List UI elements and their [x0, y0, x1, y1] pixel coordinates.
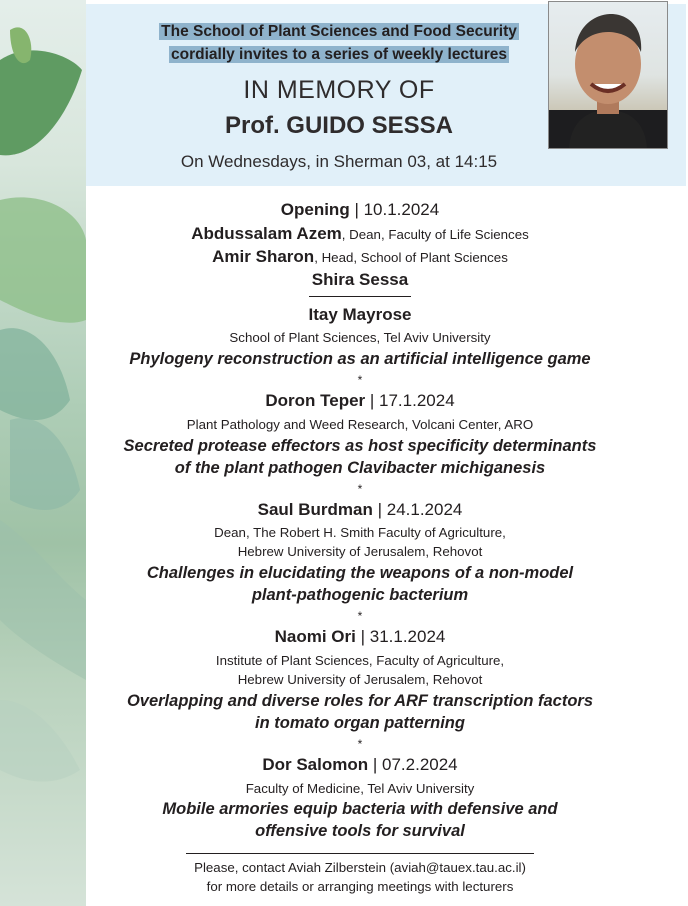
lecture-title: of the plant pathogen Clavibacter michiganesis [174, 459, 546, 477]
lecture-speaker [86, 500, 634, 520]
invitation [150, 20, 528, 66]
lecture-title: offensive tools for survival [255, 822, 465, 840]
affiliation: Plant Pathology and Weed Research, Volcani Center, ARO [186, 417, 534, 432]
divider [309, 296, 411, 297]
opening-speaker [86, 247, 634, 267]
separator: * [357, 737, 363, 751]
lecture-title: Mobile armories equip bacteria with defensive and [162, 800, 558, 818]
separator: * [357, 609, 363, 623]
lecture-date: | 07.2.2024 [368, 755, 458, 774]
leaf-background [0, 0, 86, 906]
separator: * [357, 373, 363, 387]
speaker-name: Saul Burdman [257, 500, 373, 519]
opening-speaker [86, 224, 634, 244]
lecture-title: plant-pathogenic bacterium [251, 586, 469, 604]
lecture-date: | 31.1.2024 [355, 627, 446, 646]
memory-heading: IN MEMORY OF [243, 76, 435, 104]
honoree-name: Prof. GUIDO SESSA [224, 112, 454, 139]
speaker-name: Abdussalam Azem [191, 224, 342, 243]
affiliation: Dean, The Robert H. Smith Faculty of Agriculture, [214, 525, 506, 540]
opening-date: | 10.1.2024 [354, 200, 440, 219]
separator: * [357, 482, 363, 496]
contact-line: Please, contact Aviah Zilberstein (aviah@tauex.tau.ac.il) [194, 860, 526, 875]
lecture-speaker [86, 627, 634, 647]
speaker-name: Doron Teper [265, 391, 366, 410]
lecture-title: Overlapping and diverse roles for ARF transcription factors [126, 692, 594, 710]
footer-divider [186, 853, 534, 854]
speaker-name: Amir Sharon [212, 247, 315, 266]
speaker-role: , Dean, Faculty of Life Sciences [341, 227, 529, 242]
speaker-name: Shira Sessa [311, 270, 409, 289]
lecture-date: | 24.1.2024 [372, 500, 463, 519]
lecture-title: Phylogeny reconstruction as an artificial intelligence game [129, 350, 591, 368]
invite-line-2: cordially invites to a series of weekly lectures [171, 46, 507, 63]
speaker-name: Itay Mayrose [308, 305, 412, 324]
affiliation: Institute of Plant Sciences, Faculty of Agriculture, [215, 653, 505, 668]
lecture-title: Secreted protease effectors as host specificity determinants [123, 437, 597, 455]
lecture-title: in tomato organ patterning [255, 714, 465, 732]
affiliation: Faculty of Medicine, Tel Aviv University [245, 781, 475, 796]
speaker-name: Dor Salomon [262, 755, 369, 774]
lecture-title: Challenges in elucidating the weapons of a non-model [146, 564, 574, 582]
lecture-date: | 17.1.2024 [365, 391, 455, 410]
affiliation: Hebrew University of Jerusalem, Rehovot [237, 544, 483, 559]
affiliation: Hebrew University of Jerusalem, Rehovot [237, 672, 483, 687]
invite-line-1: The School of Plant Sciences and Food Security [161, 23, 517, 40]
speaker-role: , Head, School of Plant Sciences [314, 250, 508, 265]
opening-label: Opening [280, 200, 350, 219]
speaker-name: Naomi Ori [274, 627, 356, 646]
contact-line: for more details or arranging meetings with lecturers [206, 879, 514, 894]
opening-speaker [86, 270, 634, 290]
lecture-speaker [86, 755, 634, 775]
affiliation: School of Plant Sciences, Tel Aviv University [229, 330, 491, 345]
schedule-line: On Wednesdays, in Sherman 03, at 14:15 [180, 152, 498, 171]
portrait-photo [548, 1, 668, 149]
opening-heading [86, 200, 634, 220]
lecture-speaker [86, 391, 634, 411]
lecture-speaker [86, 305, 634, 325]
